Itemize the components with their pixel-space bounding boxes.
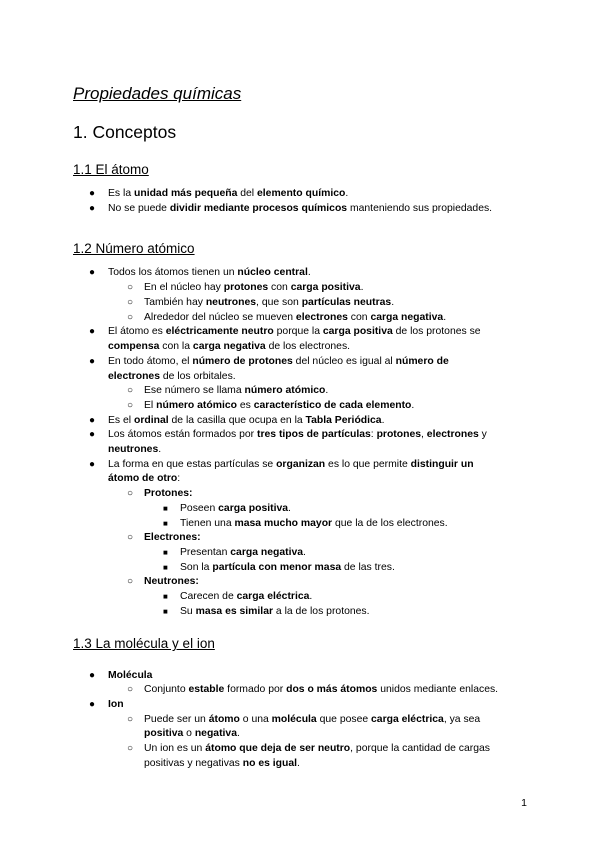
- text: es: [236, 400, 254, 411]
- bullet-l1-icon: ●: [89, 188, 96, 199]
- text: .: [443, 312, 447, 323]
- bold-text: Neutrones:: [144, 576, 199, 587]
- text: y: [478, 429, 487, 440]
- list-item-line: [144, 756, 300, 771]
- bullet-l1-icon: ●: [89, 203, 96, 214]
- text: Todos los átomos tienen un: [108, 267, 238, 278]
- bullet-l1-icon: ●: [89, 459, 96, 470]
- bold-text: Molécula: [108, 670, 153, 681]
- list-item-line: [108, 471, 180, 486]
- bullet-l2-icon: ○: [127, 684, 134, 695]
- bullet-l1-icon: ●: [89, 267, 96, 278]
- text: que posee: [316, 714, 372, 725]
- list-item-line: [144, 280, 363, 295]
- bold-text: número atómico: [244, 385, 326, 396]
- text: de los electrones.: [265, 341, 351, 352]
- bold-text: Ion: [108, 699, 124, 710]
- bullet-l2-icon: ○: [127, 385, 134, 396]
- bold-text: no es igual: [242, 758, 298, 769]
- page-number: 1: [521, 797, 527, 809]
- bold-text: carga eléctrica: [236, 591, 310, 602]
- bullet-l2-icon: ○: [127, 714, 134, 725]
- text: .: [345, 188, 349, 199]
- text: Ese número se llama: [144, 385, 245, 396]
- text: ,: [421, 429, 427, 440]
- bold-text: carga positiva: [218, 503, 289, 514]
- text: Un ion es un: [144, 743, 206, 754]
- text: de las tres.: [341, 562, 395, 573]
- text: No se puede: [108, 203, 170, 214]
- bold-text: carga negativa: [192, 341, 266, 352]
- bold-text: organizan: [276, 459, 326, 470]
- text: .: [307, 267, 311, 278]
- bullet-l1-icon: ●: [89, 326, 96, 337]
- text: .: [236, 728, 240, 739]
- heading-molecula-ion: 1.3 La molécula y el ion: [73, 636, 215, 651]
- text: Es la: [108, 188, 134, 199]
- bullet-l1-icon: ●: [89, 429, 96, 440]
- list-item-line: [144, 398, 414, 413]
- bullet-l3-icon: ■: [163, 504, 168, 513]
- bold-text: carga positiva: [290, 282, 361, 293]
- bullet-l1-icon: ●: [89, 356, 96, 367]
- text: , que son: [256, 297, 302, 308]
- bold-text: número de: [395, 356, 449, 367]
- bold-text: Tabla Periódica: [305, 415, 382, 426]
- list-item-line: [180, 560, 395, 575]
- bold-text: partícula con menor masa: [212, 562, 342, 573]
- list-item-line: [144, 295, 394, 310]
- bullet-l1-icon: ●: [89, 670, 96, 681]
- bold-text: protones: [223, 282, 269, 293]
- text: Los átomos están formados por: [108, 429, 258, 440]
- text: En el núcleo hay: [144, 282, 224, 293]
- text: En todo átomo, el: [108, 356, 193, 367]
- text: a la de los protones.: [273, 606, 370, 617]
- text: manteniendo sus propiedades.: [347, 203, 493, 214]
- bold-text: masa mucho mayor: [234, 518, 333, 529]
- list-item-line: [108, 668, 152, 683]
- bullet-l1-icon: ●: [89, 415, 96, 426]
- list-item-line: [144, 741, 490, 756]
- bullet-l2-icon: ○: [127, 743, 134, 754]
- bold-text: elemento químico: [257, 188, 346, 199]
- list-item-line: [180, 604, 370, 619]
- bullet-l1-icon: ●: [89, 699, 96, 710]
- list-item-line: [108, 369, 236, 384]
- list-item-line: [180, 501, 291, 516]
- bold-text: electrones: [426, 429, 479, 440]
- bullet-l2-icon: ○: [127, 576, 134, 587]
- text: , porque la cantidad de cargas: [350, 743, 490, 754]
- heading-conceptos: 1. Conceptos: [73, 122, 177, 142]
- bold-text: carga eléctrica: [371, 714, 444, 725]
- text: La forma en que estas partículas se: [108, 459, 277, 470]
- list-item-line: [144, 530, 201, 545]
- bold-text: número de protones: [192, 356, 293, 367]
- bold-text: unidad más pequeña: [134, 188, 238, 199]
- list-item-line: [108, 186, 348, 201]
- bullet-l3-icon: ■: [163, 592, 168, 601]
- text: positivas y negativas: [144, 758, 243, 769]
- bold-text: Protones:: [144, 488, 193, 499]
- text: También hay: [144, 297, 206, 308]
- text: Presentan: [180, 547, 231, 558]
- bold-text: eléctricamente neutro: [165, 326, 274, 337]
- text: .: [158, 444, 162, 455]
- heading-el-atomo: 1.1 El átomo: [73, 162, 149, 177]
- bold-text: dividir mediante procesos químicos: [169, 203, 348, 214]
- list-item-line: [108, 457, 474, 472]
- bullet-l3-icon: ■: [163, 563, 168, 572]
- bold-text: dos o más átomos: [286, 684, 378, 695]
- text: Es el: [108, 415, 134, 426]
- list-item-line: [108, 427, 487, 442]
- bold-text: carga negativa: [230, 547, 304, 558]
- text: :: [370, 429, 377, 440]
- text: .: [411, 400, 415, 411]
- text: de la casilla que ocupa en la: [168, 415, 306, 426]
- bold-text: Electrones:: [144, 532, 201, 543]
- text: del: [237, 188, 257, 199]
- bold-text: masa es similar: [195, 606, 274, 617]
- bold-text: electrones: [108, 371, 160, 382]
- bullet-l2-icon: ○: [127, 488, 134, 499]
- bullet-l2-icon: ○: [127, 297, 134, 308]
- text: con: [268, 282, 291, 293]
- text: El: [144, 400, 157, 411]
- bold-text: tres tipos de partículas: [257, 429, 371, 440]
- text: .: [381, 415, 385, 426]
- bold-text: carga positiva: [322, 326, 393, 337]
- list-item-line: [180, 545, 306, 560]
- bold-text: núcleo central: [237, 267, 308, 278]
- text: Poseen: [180, 503, 219, 514]
- text: o una: [239, 714, 272, 725]
- bold-text: neutrones: [205, 297, 257, 308]
- list-item-line: [108, 201, 492, 216]
- list-item-line: [108, 354, 449, 369]
- bold-text: electrones: [295, 312, 348, 323]
- text: porque la: [273, 326, 323, 337]
- text: con: [347, 312, 371, 323]
- bullet-l3-icon: ■: [163, 519, 168, 528]
- bold-text: ordinal: [134, 415, 169, 426]
- list-item-line: [144, 712, 480, 727]
- heading-numero-atomico: 1.2 Número atómico: [73, 241, 195, 256]
- list-item-line: [144, 383, 328, 398]
- text: , ya sea: [443, 714, 481, 725]
- bold-text: átomo de otro: [108, 473, 178, 484]
- bold-text: número atómico: [156, 400, 237, 411]
- text: o: [183, 728, 195, 739]
- text: Alrededor del núcleo se mueven: [144, 312, 296, 323]
- list-item-line: [108, 265, 311, 280]
- text: .: [303, 547, 306, 558]
- list-item-line: [108, 697, 124, 712]
- bold-text: neutrones: [108, 444, 159, 455]
- bold-text: positiva: [144, 728, 184, 739]
- list-item-line: [144, 486, 193, 501]
- list-item-line: [180, 516, 448, 531]
- text: unidos mediante enlaces.: [377, 684, 499, 695]
- list-item-line: [108, 413, 384, 428]
- text: de los orbitales.: [159, 371, 236, 382]
- list-item-line: [108, 442, 161, 457]
- text: del núcleo es igual al: [292, 356, 396, 367]
- bullet-l2-icon: ○: [127, 400, 134, 411]
- text: .: [309, 591, 313, 602]
- bold-text: característico de cada elemento: [253, 400, 412, 411]
- text: .: [325, 385, 329, 396]
- bold-text: átomo que deja de ser neutro: [205, 743, 351, 754]
- bold-text: carga negativa: [370, 312, 444, 323]
- text: formado por: [224, 684, 287, 695]
- text: :: [177, 473, 181, 484]
- text: con la: [159, 341, 193, 352]
- document-title: Propiedades químicas: [73, 84, 242, 103]
- list-item-line: [144, 726, 240, 741]
- list-item-line: [144, 310, 446, 325]
- text: .: [288, 503, 291, 514]
- text: Su: [180, 606, 196, 617]
- text: El átomo es: [108, 326, 166, 337]
- bold-text: átomo: [208, 714, 240, 725]
- bold-text: estable: [188, 684, 225, 695]
- bold-text: compensa: [108, 341, 160, 352]
- bullet-l2-icon: ○: [127, 532, 134, 543]
- bullet-l2-icon: ○: [127, 312, 134, 323]
- bold-text: partículas neutras: [301, 297, 392, 308]
- bold-text: negativa: [194, 728, 237, 739]
- text: .: [360, 282, 364, 293]
- list-item-line: [144, 682, 498, 697]
- bold-text: molécula: [271, 714, 317, 725]
- text: de los protones se: [392, 326, 481, 337]
- text: es lo que permite: [325, 459, 411, 470]
- text: Tienen una: [180, 518, 235, 529]
- text: Puede ser un: [144, 714, 209, 725]
- bullet-l3-icon: ■: [163, 548, 168, 557]
- text: Carecen de: [180, 591, 237, 602]
- list-item-line: [108, 324, 481, 339]
- list-item-line: [144, 574, 199, 589]
- list-item-line: [108, 339, 350, 354]
- list-item-line: [180, 589, 312, 604]
- bold-text: distinguir un: [410, 459, 474, 470]
- text: Son la: [180, 562, 213, 573]
- text: Conjunto: [144, 684, 189, 695]
- text: que la de los electrones.: [332, 518, 448, 529]
- bullet-l2-icon: ○: [127, 282, 134, 293]
- text: .: [297, 758, 300, 769]
- bullet-l3-icon: ■: [163, 607, 168, 616]
- text: .: [391, 297, 395, 308]
- bold-text: protones: [376, 429, 422, 440]
